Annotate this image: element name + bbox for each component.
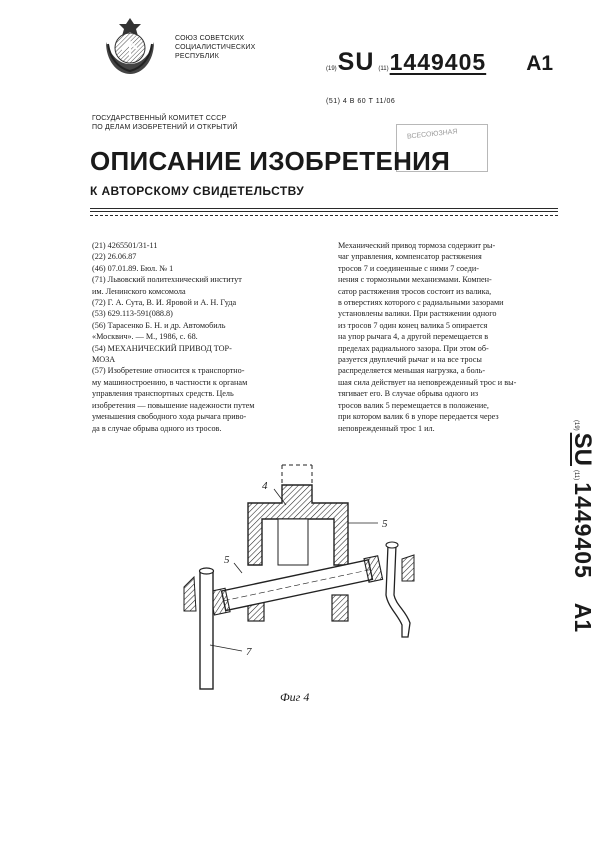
number-code-label: (11) [573,470,579,481]
committee-name [92,114,238,132]
text-line: (72) Г. А. Сута, В. И. Яровой и А. Н. Гуда [92,298,237,308]
callout-5-left: 5 [224,554,230,566]
text-line: «Москвич». — М., 1986, с. 68. [92,332,198,342]
text-line: тросов валик 5 перемещается в положение, [338,400,489,410]
text-line: (71) Львовский политехнический институт [92,275,242,285]
state-emblem-icon [98,14,162,78]
text-line: им. Ленинского комсомола [92,286,186,296]
committee-line: ГОСУДАРСТВЕННЫЙ КОМИТЕТ СССР [92,115,227,122]
committee-line: ПО ДЕЛАМ ИЗОБРЕТЕНИЙ И ОТКРЫТИЙ [92,124,238,131]
country-code-label: (19) [573,420,579,431]
text-line: распределяется меньшая нагрузка, а боль- [338,366,486,376]
bibliographic-column [92,240,330,434]
divider [90,211,558,212]
text-line: МОЗА [92,355,116,365]
text-line: (54) МЕХАНИЧЕСКИЙ ПРИВОД ТОР- [92,343,232,353]
union-line: СОЮЗ СОВЕТСКИХ [175,35,245,42]
kind-code: A1 [570,602,596,633]
text-line: му машиностроению, в частности к органам [92,377,248,387]
country-code: SU [569,432,596,467]
text-line: разуется двуплечий рычаг и на все тросы [338,355,482,365]
text-line: тягивает его. В случае обрыва одного из [338,389,479,399]
text-line: уменьшения свободного хода рычага приво- [92,412,247,422]
text-line: чаг управления, компенсатор растяжения [338,252,482,262]
text-line: (56) Тарасенко Б. Н. и др. Автомобиль [92,320,226,330]
side-patent-number [558,420,594,720]
union-name [175,34,256,61]
text-line: (22) 26.06.87 [92,252,137,262]
text-line: шая сила действует на неповрежденный трос и вы- [338,377,517,387]
text-line: на упор рычага 4, а другой перемещается в [338,332,489,342]
text-line: Механический привод тормоза содержит ры- [338,241,496,250]
country-code-label: (19) [326,66,337,72]
title-block [90,146,450,198]
text-line: из тросов 7 один конец валика 5 опирается [338,320,488,330]
callout-4: 4 [262,480,268,492]
text-line: (57) Изобретение относится к транспортно- [92,366,245,376]
text-line: управления транспортных средств. Цель [92,389,234,399]
callout-7: 7 [246,646,252,658]
document-subtitle: К АВТОРСКОМУ СВИДЕТЕЛЬСТВУ [90,184,305,198]
callout-5-right: 5 [382,518,388,530]
patent-number: 1449405 [389,49,487,75]
union-line: РЕСПУБЛИК [175,53,219,60]
text-line: в отверстиях которого с радиальными зазорами [338,298,504,308]
text-line: изобретения — повышение надежности путем [92,400,255,410]
publication-number [326,48,553,77]
union-line: СОЦИАЛИСТИЧЕСКИХ [175,44,256,51]
text-line: пределах радиального зазора. При этом об- [338,343,489,353]
technical-drawing [170,455,430,715]
ipc-classification: (51) 4 В 60 Т 11/06 [326,98,396,105]
kind-code: A1 [526,52,554,75]
number-code-label: (11) [378,66,389,72]
text-line: (53) 629.113-591(088.8) [92,309,173,319]
figure-caption: Фиг 4 [280,690,310,704]
text-line: (46) 07.01.89. Бюл. № 1 [92,263,174,273]
text-line: неповрежденный трос 1 ил. [338,423,435,433]
text-line: тросов 7 и соединенные с ними 7 соеди- [338,263,479,273]
text-line: нения с тормозными механизмами. Компен- [338,275,492,285]
patent-number: 1449405 [570,482,596,579]
divider [90,208,558,209]
text-line: установлены валики. При растяжении одного [338,309,497,319]
text-line: да в случае обрыва одного из тросов. [92,423,222,433]
text-line: сатор растяжения тросов состоит из валика, [338,286,492,296]
country-code: SU [337,48,375,76]
divider [90,215,558,216]
stamp-text: ВСЕСОЮЗНАЯ [406,128,458,141]
text-line: (21) 4265501/31-11 [92,241,158,250]
text-line: при котором валик 6 в упоре передается через [338,412,499,422]
abstract-column [338,240,564,434]
document-title: ОПИСАНИЕ ИЗОБРЕТЕНИЯ [90,146,451,176]
